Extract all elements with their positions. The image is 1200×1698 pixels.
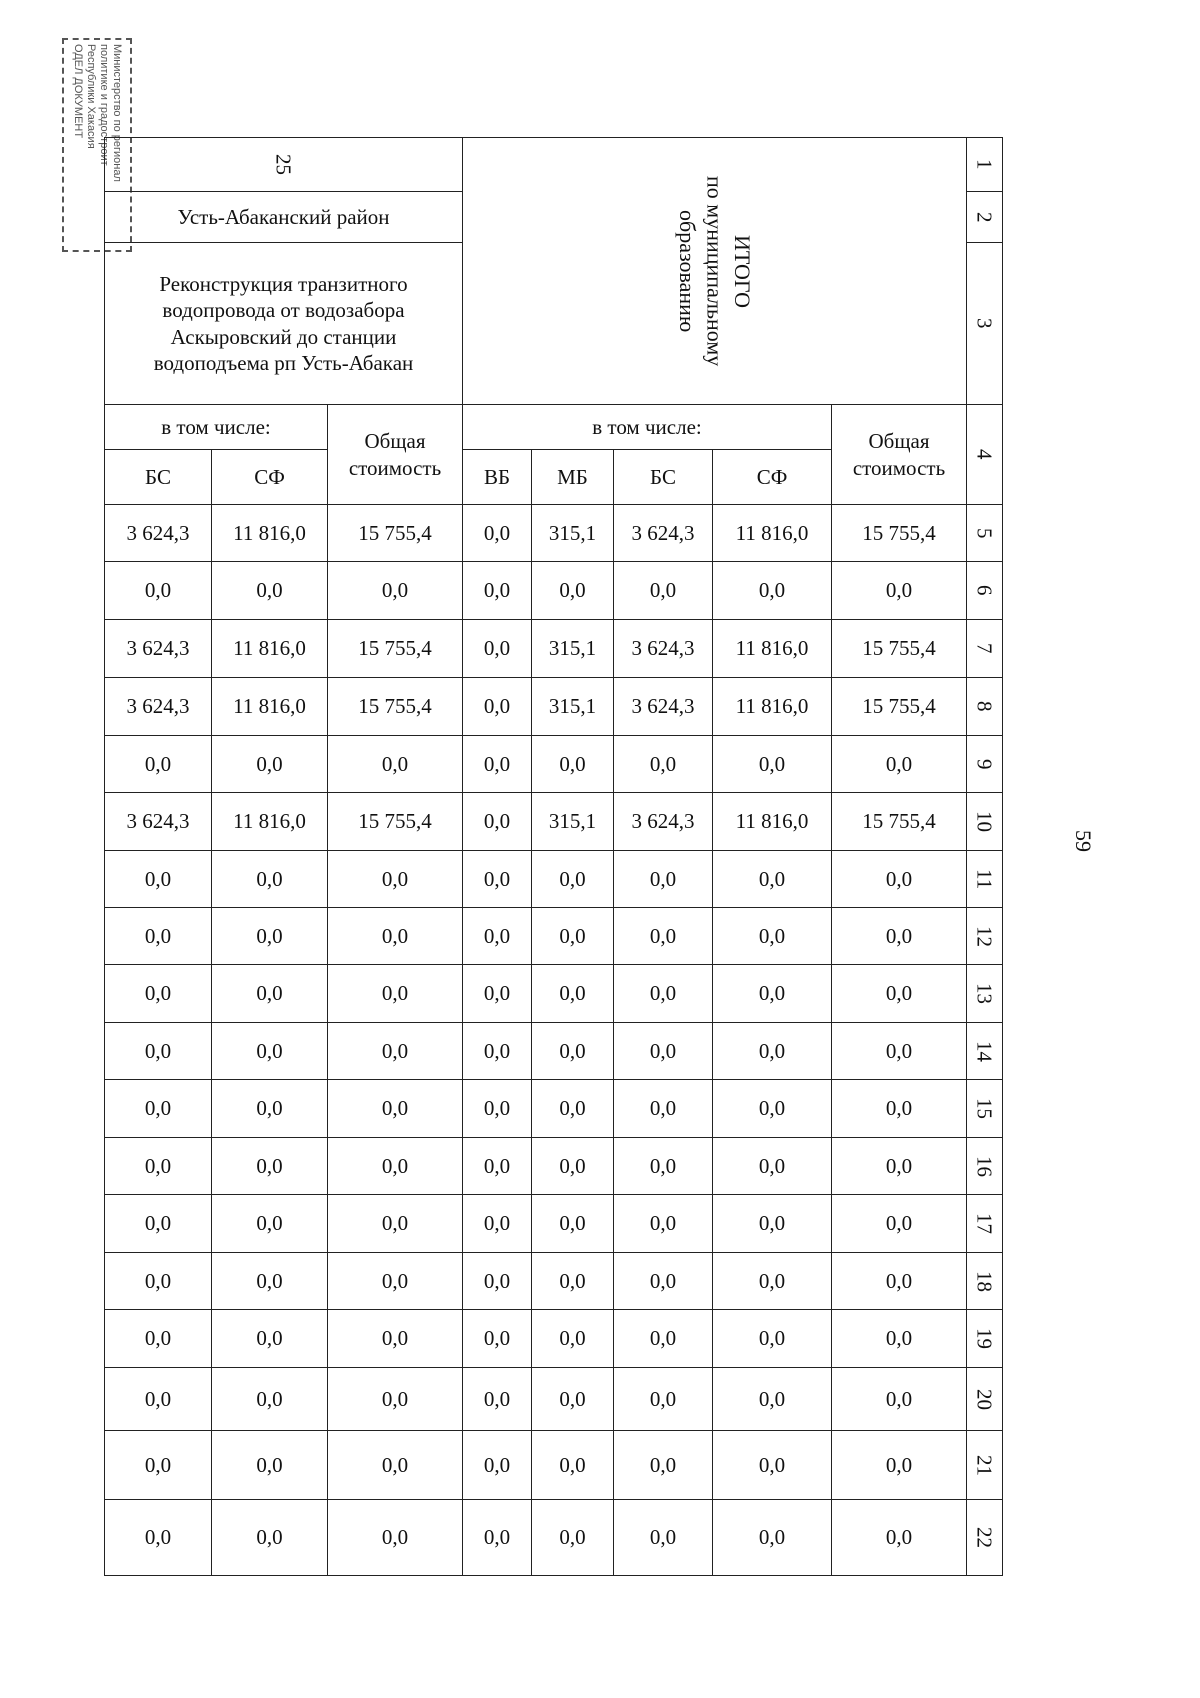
table-cell: 0,0 [712, 1309, 832, 1368]
table-cell: 0,0 [712, 1137, 832, 1195]
table-cell: 0,0 [531, 735, 614, 793]
table-cell: 0,0 [613, 1252, 713, 1310]
table-cell: 3 624,3 [613, 504, 713, 562]
table-cell: 0,0 [712, 1430, 832, 1500]
table-cell: 0,0 [104, 1079, 212, 1138]
table-cell: 0,0 [831, 1499, 967, 1576]
table-cell: 0,0 [831, 561, 967, 620]
table-cell: 11 816,0 [211, 619, 328, 678]
table-cell: 0,0 [211, 1022, 328, 1080]
row-number: 12 [966, 907, 1003, 965]
table-cell: 0,0 [327, 850, 463, 908]
table-cell: 3 624,3 [613, 619, 713, 678]
table-cell: 0,0 [327, 1079, 463, 1138]
table-cell: 0,0 [104, 1194, 212, 1253]
row-number: 21 [966, 1430, 1003, 1500]
table-cell: 0,0 [211, 964, 328, 1023]
row-number: 8 [966, 677, 1003, 736]
table-cell: 0,0 [531, 1194, 614, 1253]
table-cell: 0,0 [531, 1137, 614, 1195]
table-cell: 15 755,4 [831, 677, 967, 736]
table-cell: 15 755,4 [327, 677, 463, 736]
table-cell: 0,0 [462, 1430, 532, 1500]
bs-header: БС [613, 449, 713, 505]
table-cell: 0,0 [104, 1022, 212, 1080]
stamp-line: Республики Хакасия [85, 44, 97, 149]
table-cell: 0,0 [462, 1367, 532, 1431]
table-cell: 0,0 [831, 1022, 967, 1080]
table-cell: 0,0 [831, 850, 967, 908]
table-cell: 11 816,0 [211, 504, 328, 562]
table-cell: 0,0 [327, 1194, 463, 1253]
table-cell: 0,0 [211, 1079, 328, 1138]
table-cell: 3 624,3 [104, 677, 212, 736]
table-cell: 15 755,4 [327, 619, 463, 678]
table-cell: 0,0 [831, 1252, 967, 1310]
table-cell: 315,1 [531, 619, 614, 678]
table-cell: 0,0 [712, 561, 832, 620]
table-cell: 0,0 [327, 735, 463, 793]
table-cell: 0,0 [712, 1499, 832, 1576]
table-cell: 0,0 [327, 907, 463, 965]
table-cell: 0,0 [831, 1194, 967, 1253]
table-cell: 0,0 [327, 1252, 463, 1310]
table-cell: 3 624,3 [104, 619, 212, 678]
table-cell: 0,0 [712, 735, 832, 793]
table-cell: 0,0 [613, 735, 713, 793]
table-cell: 11 816,0 [712, 677, 832, 736]
table-cell: 0,0 [104, 1499, 212, 1576]
table-cell: 0,0 [531, 561, 614, 620]
table-cell: 15 755,4 [327, 792, 463, 851]
table-cell: 0,0 [211, 1499, 328, 1576]
table-cell: 0,0 [712, 907, 832, 965]
total-cost-header: Общая стоимость [831, 404, 967, 505]
table-cell: 0,0 [712, 1079, 832, 1138]
sf-header: СФ [211, 449, 328, 505]
including-header: в том числе: [462, 404, 832, 450]
object-name: Реконструкция транзитного водопровода от водозабора Аскыровский до станции водоподъема рп Усть-Абакан [104, 242, 463, 405]
table-cell: 0,0 [531, 1079, 614, 1138]
table-cell: 0,0 [104, 1137, 212, 1195]
table-cell: 0,0 [462, 735, 532, 793]
table-cell: 0,0 [462, 1309, 532, 1368]
row-number: 4 [966, 404, 1003, 505]
table-cell: 0,0 [712, 850, 832, 908]
table-cell: 315,1 [531, 677, 614, 736]
table-cell: 0,0 [327, 964, 463, 1023]
table-cell: 0,0 [104, 850, 212, 908]
table-cell: 0,0 [613, 1430, 713, 1500]
row-number: 3 [966, 242, 1003, 405]
table-cell: 0,0 [531, 907, 614, 965]
table-cell: 0,0 [462, 907, 532, 965]
table-cell: 3 624,3 [104, 792, 212, 851]
table-cell: 0,0 [211, 850, 328, 908]
table-cell: 0,0 [104, 907, 212, 965]
object-number: 25 [104, 137, 463, 192]
table-cell: 0,0 [211, 1309, 328, 1368]
row-number: 15 [966, 1079, 1003, 1138]
table-cell: 11 816,0 [712, 504, 832, 562]
itogo-label: ИТОГО по муниципальному образованию [462, 137, 967, 405]
table-cell: 0,0 [712, 1194, 832, 1253]
object-district: Усть-Абаканский район [104, 191, 463, 243]
table-cell: 0,0 [613, 907, 713, 965]
table-cell: 0,0 [211, 1367, 328, 1431]
table-cell: 0,0 [462, 1022, 532, 1080]
table-cell: 0,0 [712, 1252, 832, 1310]
table-cell: 0,0 [104, 1430, 212, 1500]
table-cell: 15 755,4 [831, 792, 967, 851]
table-cell: 0,0 [831, 735, 967, 793]
table-cell: 0,0 [831, 1367, 967, 1431]
bs-header: БС [104, 449, 212, 505]
table-cell: 0,0 [613, 1079, 713, 1138]
row-number: 17 [966, 1194, 1003, 1253]
table-cell: 15 755,4 [831, 619, 967, 678]
table-cell: 0,0 [211, 1137, 328, 1195]
table-cell: 0,0 [104, 964, 212, 1023]
table-cell: 15 755,4 [831, 504, 967, 562]
table-cell: 0,0 [613, 1499, 713, 1576]
table-cell: 0,0 [831, 907, 967, 965]
table-cell: 11 816,0 [712, 792, 832, 851]
table-cell: 0,0 [462, 1137, 532, 1195]
table-cell: 0,0 [531, 1252, 614, 1310]
table-cell: 0,0 [462, 792, 532, 851]
including-header: в том числе: [104, 404, 328, 450]
table-cell: 0,0 [531, 1309, 614, 1368]
row-number: 22 [966, 1499, 1003, 1576]
table-cell: 0,0 [531, 1499, 614, 1576]
row-number: 7 [966, 619, 1003, 678]
table-cell: 0,0 [462, 677, 532, 736]
table-cell: 0,0 [104, 735, 212, 793]
total-cost-header: Общая стоимость [327, 404, 463, 505]
table-cell: 0,0 [613, 1137, 713, 1195]
table-cell: 15 755,4 [327, 504, 463, 562]
table-cell: 0,0 [462, 561, 532, 620]
row-number: 14 [966, 1022, 1003, 1080]
table-cell: 3 624,3 [613, 677, 713, 736]
table-cell: 0,0 [613, 1309, 713, 1368]
table-cell: 0,0 [613, 850, 713, 908]
table-cell: 0,0 [531, 850, 614, 908]
row-number: 20 [966, 1367, 1003, 1431]
table-cell: 0,0 [211, 907, 328, 965]
table-cell: 0,0 [831, 1079, 967, 1138]
row-number: 18 [966, 1252, 1003, 1310]
table-cell: 0,0 [327, 1499, 463, 1576]
table-cell: 0,0 [712, 1367, 832, 1431]
row-number: 6 [966, 561, 1003, 620]
table-cell: 0,0 [831, 1430, 967, 1500]
table-cell: 0,0 [327, 1022, 463, 1080]
table-cell: 11 816,0 [211, 677, 328, 736]
table-cell: 0,0 [831, 1309, 967, 1368]
table-cell: 0,0 [104, 561, 212, 620]
table-cell: 0,0 [613, 1022, 713, 1080]
row-number: 5 [966, 504, 1003, 562]
table-cell: 0,0 [327, 561, 463, 620]
table-cell: 0,0 [531, 1022, 614, 1080]
sf-header: СФ [712, 449, 832, 505]
row-number: 16 [966, 1137, 1003, 1195]
table-cell: 0,0 [831, 1137, 967, 1195]
table-cell: 0,0 [462, 1194, 532, 1253]
table-cell: 11 816,0 [211, 792, 328, 851]
table-cell: 0,0 [613, 561, 713, 620]
row-number: 1 [966, 137, 1003, 192]
table-cell: 0,0 [462, 1079, 532, 1138]
table-cell: 0,0 [462, 1252, 532, 1310]
stamp-line: ОДЕЛ ДОКУМЕНТ [72, 44, 84, 139]
stamp-line: политике и градостроит [98, 44, 110, 166]
stamp-line: Министерство по регионал [111, 44, 123, 182]
table-cell: 0,0 [531, 964, 614, 1023]
table-cell: 0,0 [531, 1367, 614, 1431]
table-cell: 0,0 [531, 1430, 614, 1500]
table-cell: 0,0 [462, 1499, 532, 1576]
table-cell: 0,0 [104, 1367, 212, 1431]
table-cell: 0,0 [712, 1022, 832, 1080]
table-cell: 0,0 [211, 1252, 328, 1310]
table-cell: 3 624,3 [613, 792, 713, 851]
page-number: 59 [1071, 830, 1096, 852]
table-cell: 0,0 [462, 850, 532, 908]
table-cell: 0,0 [831, 964, 967, 1023]
table-cell: 0,0 [462, 619, 532, 678]
table-cell: 0,0 [327, 1367, 463, 1431]
table-cell: 11 816,0 [712, 619, 832, 678]
budget-table [104, 137, 1002, 1575]
row-number: 13 [966, 964, 1003, 1023]
table-cell: 0,0 [613, 1367, 713, 1431]
table-cell: 0,0 [211, 1194, 328, 1253]
row-number: 10 [966, 792, 1003, 851]
table-cell: 0,0 [211, 735, 328, 793]
table-cell: 3 624,3 [104, 504, 212, 562]
table-cell: 0,0 [104, 1309, 212, 1368]
table-cell: 0,0 [211, 561, 328, 620]
table-cell: 0,0 [211, 1430, 328, 1500]
mb-header: МБ [531, 449, 614, 505]
row-number: 9 [966, 735, 1003, 793]
row-number: 2 [966, 191, 1003, 243]
table-cell: 0,0 [462, 964, 532, 1023]
table-cell: 0,0 [104, 1252, 212, 1310]
table-cell: 0,0 [712, 964, 832, 1023]
table-cell: 0,0 [613, 964, 713, 1023]
table-cell: 0,0 [613, 1194, 713, 1253]
table-cell: 0,0 [327, 1309, 463, 1368]
table-cell: 0,0 [327, 1137, 463, 1195]
vb-header: ВБ [462, 449, 532, 505]
table-cell: 0,0 [327, 1430, 463, 1500]
table-cell: 0,0 [462, 504, 532, 562]
row-number: 11 [966, 850, 1003, 908]
table-cell: 315,1 [531, 792, 614, 851]
row-number: 19 [966, 1309, 1003, 1368]
table-cell: 315,1 [531, 504, 614, 562]
